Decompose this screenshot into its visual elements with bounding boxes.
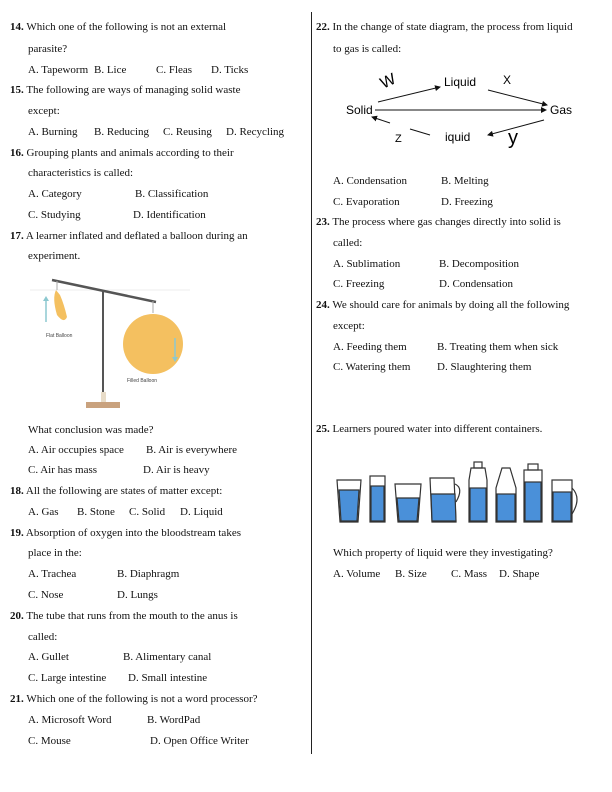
- option: D. Lungs: [117, 589, 158, 601]
- question-text: We should care for animals by doing all the following: [332, 299, 570, 311]
- option: A. Condensation: [333, 175, 407, 187]
- option: C. Nose: [28, 589, 64, 601]
- question-number: 17.: [10, 230, 24, 242]
- option: B. Air is everywhere: [146, 444, 238, 456]
- question-text: What conclusion was made?: [28, 424, 154, 436]
- question-number: 19.: [10, 527, 24, 539]
- question-text: Grouping plants and animals according to their: [26, 147, 234, 159]
- option: C. Large intestine: [28, 672, 107, 684]
- gas-label: Gas: [550, 103, 573, 117]
- tall-glass: [370, 476, 385, 522]
- question-text: except:: [28, 105, 60, 117]
- glass: [337, 480, 361, 522]
- question-text: experiment.: [28, 250, 81, 262]
- mug-jar: [552, 480, 577, 522]
- option: B. Diaphragm: [117, 568, 180, 580]
- question-text: All the following are states of matter except:: [25, 485, 223, 497]
- filled-balloon-label: Filled Balloon: [127, 378, 158, 384]
- option: B. Reducing: [94, 126, 149, 138]
- column-divider: [311, 12, 312, 754]
- question-number: 21.: [10, 693, 24, 705]
- option: B. Size: [395, 568, 427, 580]
- z-label: Z: [395, 133, 402, 145]
- question-text: Which property of liquid were they investigating?: [333, 547, 553, 559]
- option: D. Air is heavy: [143, 464, 210, 476]
- y-label: y: [508, 127, 518, 149]
- option: D. Freezing: [441, 196, 493, 208]
- liquid-top-label: Liquid: [444, 75, 477, 89]
- question-number: 23.: [316, 216, 330, 228]
- flask-bottle: [496, 468, 516, 522]
- question-text: In the change of state diagram, the process from liquid: [332, 21, 573, 33]
- question-text: Learners poured water into different containers.: [332, 423, 543, 435]
- option: D. Identification: [133, 209, 206, 221]
- option: D. Shape: [499, 568, 540, 580]
- option: A. Air occupies space: [28, 444, 124, 456]
- question-number: 18.: [10, 485, 24, 497]
- cup: [395, 484, 421, 522]
- option: B. Decomposition: [439, 258, 520, 270]
- flat-balloon: [54, 290, 67, 320]
- option: C. Studying: [28, 209, 81, 221]
- option: C. Reusing: [163, 126, 212, 138]
- solid-label: Solid: [346, 103, 373, 117]
- option: D. Small intestine: [128, 672, 208, 684]
- option: D. Condensation: [439, 278, 513, 290]
- option: B. Classification: [135, 188, 209, 200]
- option: A. Burning: [28, 126, 78, 138]
- question-number: 14.: [10, 21, 24, 33]
- option: D. Slaughtering them: [437, 361, 532, 373]
- option: C. Fleas: [156, 64, 193, 76]
- option: B. Alimentary canal: [123, 651, 212, 663]
- question-text: characteristics is called:: [28, 167, 134, 179]
- water-containers-figure: [334, 458, 584, 528]
- question-number: 24.: [316, 299, 330, 311]
- option: D. Open Office Writer: [150, 735, 249, 747]
- question-text: The process where gas changes directly into solid is: [332, 216, 561, 228]
- question-text: Which one of the following is not a word processor?: [26, 693, 258, 705]
- option: B. Melting: [441, 175, 489, 187]
- change-of-state-diagram: [340, 62, 580, 154]
- question-text: Absorption of oxygen into the bloodstream takes: [25, 527, 241, 539]
- option: A. Feeding them: [333, 341, 407, 353]
- question-text: The tube that runs from the mouth to the anus is: [26, 610, 238, 622]
- option: D. Recycling: [226, 126, 285, 138]
- question-number: 25.: [316, 423, 330, 435]
- jug: [430, 478, 460, 522]
- option: A. Gas: [28, 506, 59, 518]
- option: D. Liquid: [180, 506, 223, 518]
- question-number: 22.: [316, 21, 330, 33]
- question-text: place in the:: [28, 547, 82, 559]
- bottle: [469, 462, 487, 522]
- option: A. Microsoft Word: [28, 714, 112, 726]
- option: B. Stone: [77, 506, 115, 518]
- option: C. Air has mass: [28, 464, 98, 476]
- option: C. Mouse: [28, 735, 71, 747]
- option: A. Sublimation: [333, 258, 401, 270]
- question-text: except:: [333, 320, 365, 332]
- question-text: called:: [28, 631, 58, 643]
- w-label: W: [377, 70, 399, 93]
- option: A. Trachea: [28, 568, 77, 580]
- option: B. WordPad: [147, 714, 201, 726]
- question-number: 20.: [10, 610, 24, 622]
- balloon-balance-figure: [20, 270, 190, 420]
- question-text: Which one of the following is not an external: [26, 21, 227, 33]
- question-text: called:: [333, 237, 363, 249]
- option: C. Evaporation: [333, 196, 400, 208]
- flat-balloon-label: Flat Balloon: [46, 333, 73, 339]
- question-number: 16.: [10, 147, 24, 159]
- question-number: 15.: [10, 84, 24, 96]
- option: A. Gullet: [28, 651, 69, 663]
- liquid-bottom-label: iquid: [445, 130, 471, 144]
- option: C. Mass: [451, 568, 488, 580]
- option: A. Tapeworm: [28, 64, 89, 76]
- option: A. Volume: [333, 568, 381, 580]
- option: C. Solid: [129, 506, 166, 518]
- water-bottle: [524, 464, 542, 522]
- option: A. Category: [28, 188, 82, 200]
- option: D. Ticks: [211, 64, 249, 76]
- option: B. Lice: [94, 64, 127, 76]
- x-label: X: [503, 73, 512, 87]
- option: C. Watering them: [333, 361, 411, 373]
- question-text: to gas is called:: [333, 43, 402, 55]
- option: B. Treating them when sick: [437, 341, 559, 353]
- question-text: A learner inflated and deflated a balloon during an: [25, 230, 248, 242]
- option: C. Freezing: [333, 278, 385, 290]
- question-text: The following are ways of managing solid waste: [26, 84, 241, 96]
- question-text: parasite?: [28, 43, 68, 55]
- filled-balloon: [123, 314, 183, 374]
